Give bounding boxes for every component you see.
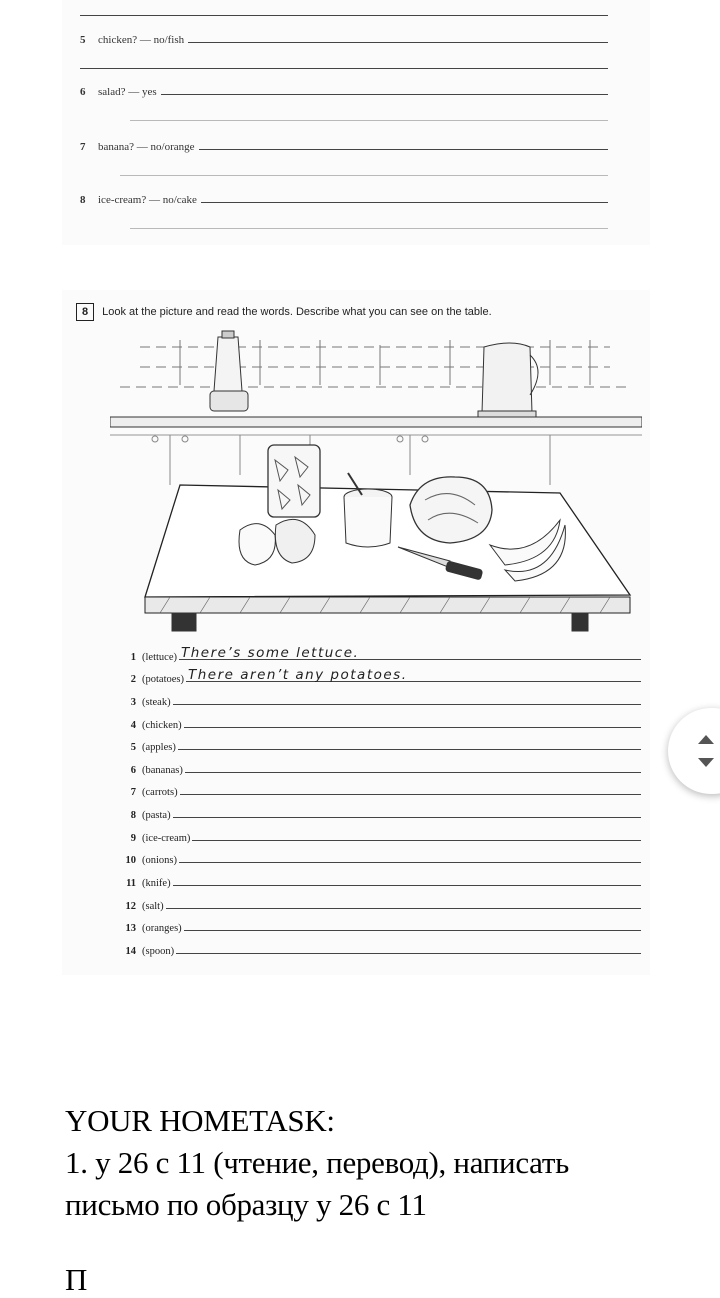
answer-row: 4 (chicken) [118,711,641,731]
question-row: 5 chicken? — no/fish [80,28,608,46]
handwritten-answer: There’s some lettuce. [180,645,360,661]
kitchen-table-illustration [110,325,642,637]
hometask-text [65,1100,685,1226]
handwritten-answer: There aren’t any potatoes. [188,667,408,683]
answer-line [80,15,608,16]
answer-row: 13 (oranges) [118,914,641,934]
answer-row: 12 (salt) [118,892,641,912]
answer-row: 10 (onions) [118,846,641,866]
answer-row: 14 (spoon) [118,937,641,957]
scroll-button[interactable] [668,708,720,794]
answer-row: 8 (pasta) [118,801,641,821]
exercise-instruction: Look at the picture and read the words. Describe what you can see on the table. [102,306,492,318]
question-row: 8 ice-cream? — no/cake [80,188,608,206]
question-row: 6 salad? — yes [80,80,608,98]
question-row: 7 banana? — no/orange [80,135,608,153]
answer-row: 9 (ice-cream) [118,824,641,844]
answer-line [80,68,608,69]
arrow-down-icon [698,758,714,767]
answer-row: 1 (lettuce) There’s some lettuce. [118,643,641,663]
answer-row: 7 (carrots) [118,778,641,798]
answer-row: 6 (bananas) [118,756,641,776]
exercise-header [76,302,492,322]
hometask-line-2: письмо по образцу у 26 с 11 [65,1187,427,1222]
exercise-number: 8 [76,303,94,321]
answer-row: 5 (apples) [118,733,641,753]
hometask-line-1: 1. у 26 с 11 (чтение, перевод), написать [65,1145,569,1180]
answer-row: 3 (steak) [118,688,641,708]
arrow-up-icon [698,735,714,744]
hometask-title: YOUR HOMETASK: [65,1103,335,1138]
answer-row: 11 (knife) [118,869,641,889]
cut-off-text: П [65,1262,88,1297]
answer-row: 2 (potatoes) There aren’t any potatoes. [118,665,641,685]
